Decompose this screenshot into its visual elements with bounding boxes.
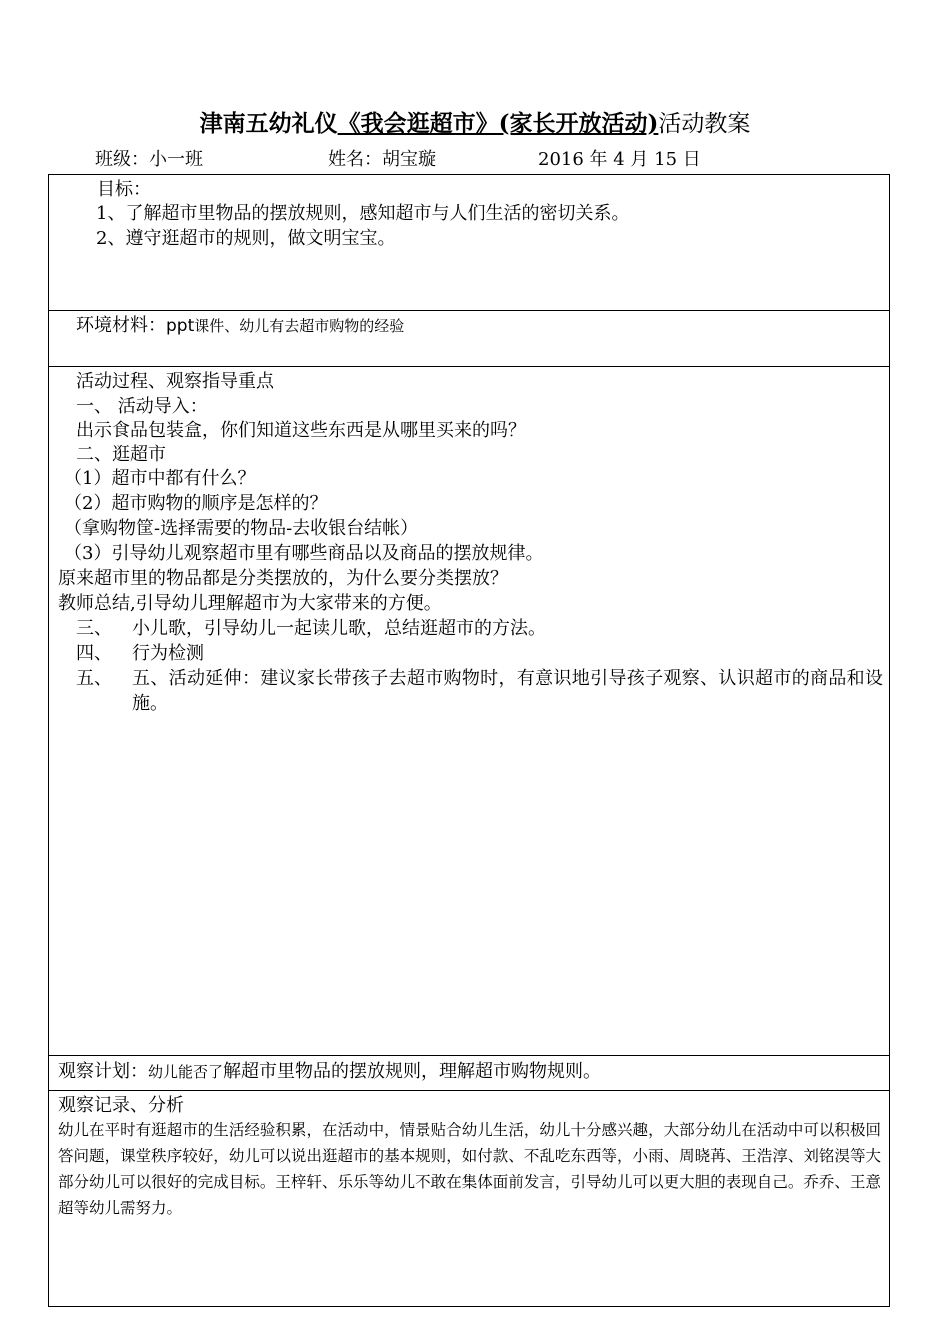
observation-record-section <box>49 1091 889 1308</box>
process-line: 二、逛超市 <box>76 444 166 465</box>
lesson-plan-table <box>48 174 890 1307</box>
numbered-item-text: 行为检测 <box>132 643 204 664</box>
process-line: 一、 活动导入： <box>76 396 208 417</box>
numbered-item-number: 四、 <box>76 643 112 664</box>
plan-text-small: 幼儿能否了 <box>148 1063 224 1081</box>
plan-line <box>58 1059 601 1085</box>
title-prefix: 津南五幼礼仪 <box>199 110 338 137</box>
materials-line <box>76 313 404 339</box>
record-text: 幼儿在平时有逛超市的生活经验积累，在活动中，情景贴合幼儿生活，幼儿十分感兴趣，大部分幼儿在活动中可以积极回答问题，课堂秩序较好，幼儿可以说出逛超市的基本规则，如付款、不乱吃东西等，小雨、周晓苒、王浩淳、刘铭淏等大部分幼儿可以很好的完成目标。王梓轩、乐乐等幼儿不敢在集体面前发言，引导幼儿可以更大胆的表现自己。乔乔、王意超等幼儿需努力。 <box>58 1121 881 1217</box>
title-activity-name: 《我会逛超市》(家长开放活动) <box>337 110 659 137</box>
title-suffix: 活动教案 <box>658 111 751 137</box>
name-label: 姓名：胡宝璇 <box>328 149 436 170</box>
process-line: （1）超市中都有什么？ <box>64 468 256 489</box>
materials-ppt: ppt <box>166 316 195 336</box>
numbered-item-text: 五、活动延伸：建议家长带孩子去超市购物时，有意识地引导孩子观察、认识超市的商品和设施。 <box>132 668 883 714</box>
process-section <box>49 367 889 1056</box>
process-line: 出示食品包装盒，你们知道这些东西是从哪里买来的吗？ <box>76 420 526 441</box>
observation-plan-section <box>49 1056 889 1091</box>
materials-label: 环境材料： <box>76 315 166 336</box>
process-line: （拿购物筐-选择需要的物品-去收银台结帐） <box>64 518 419 539</box>
goal-item-2: 2、遵守逛超市的规则，做文明宝宝。 <box>96 228 396 249</box>
process-line: 原来超市里的物品都是分类摆放的，为什么要分类摆放？ <box>58 568 508 589</box>
date-label: 2016 年 4 月 15 日 <box>538 149 701 170</box>
numbered-item-number: 五、 <box>76 668 112 689</box>
goals-heading: 目标： <box>97 179 151 200</box>
materials-section <box>49 311 889 367</box>
class-label: 班级：小一班 <box>95 149 203 170</box>
plan-label: 观察计划： <box>58 1061 148 1082</box>
page-title <box>0 108 950 140</box>
materials-text: 课件、幼儿有去超市购物的经验 <box>194 317 405 335</box>
process-heading: 活动过程、观察指导重点 <box>76 371 274 392</box>
goal-item-1: 1、了解超市里物品的摆放规则，感知超市与人们生活的密切关系。 <box>96 203 630 224</box>
goals-section <box>49 175 889 311</box>
record-heading: 观察记录、分析 <box>58 1095 184 1116</box>
process-line: （2）超市购物的顺序是怎样的？ <box>64 493 328 514</box>
numbered-item-number: 三、 <box>76 618 112 639</box>
process-line: 教师总结,引导幼儿理解超市为大家带来的方便。 <box>58 593 442 614</box>
numbered-item-text: 小儿歌，引导幼儿一起读儿歌，总结逛超市的方法。 <box>132 618 546 639</box>
process-line: （3）引导幼儿观察超市里有哪些商品以及商品的摆放规律。 <box>64 543 544 564</box>
plan-text: 解超市里物品的摆放规则，理解超市购物规则。 <box>223 1061 602 1082</box>
